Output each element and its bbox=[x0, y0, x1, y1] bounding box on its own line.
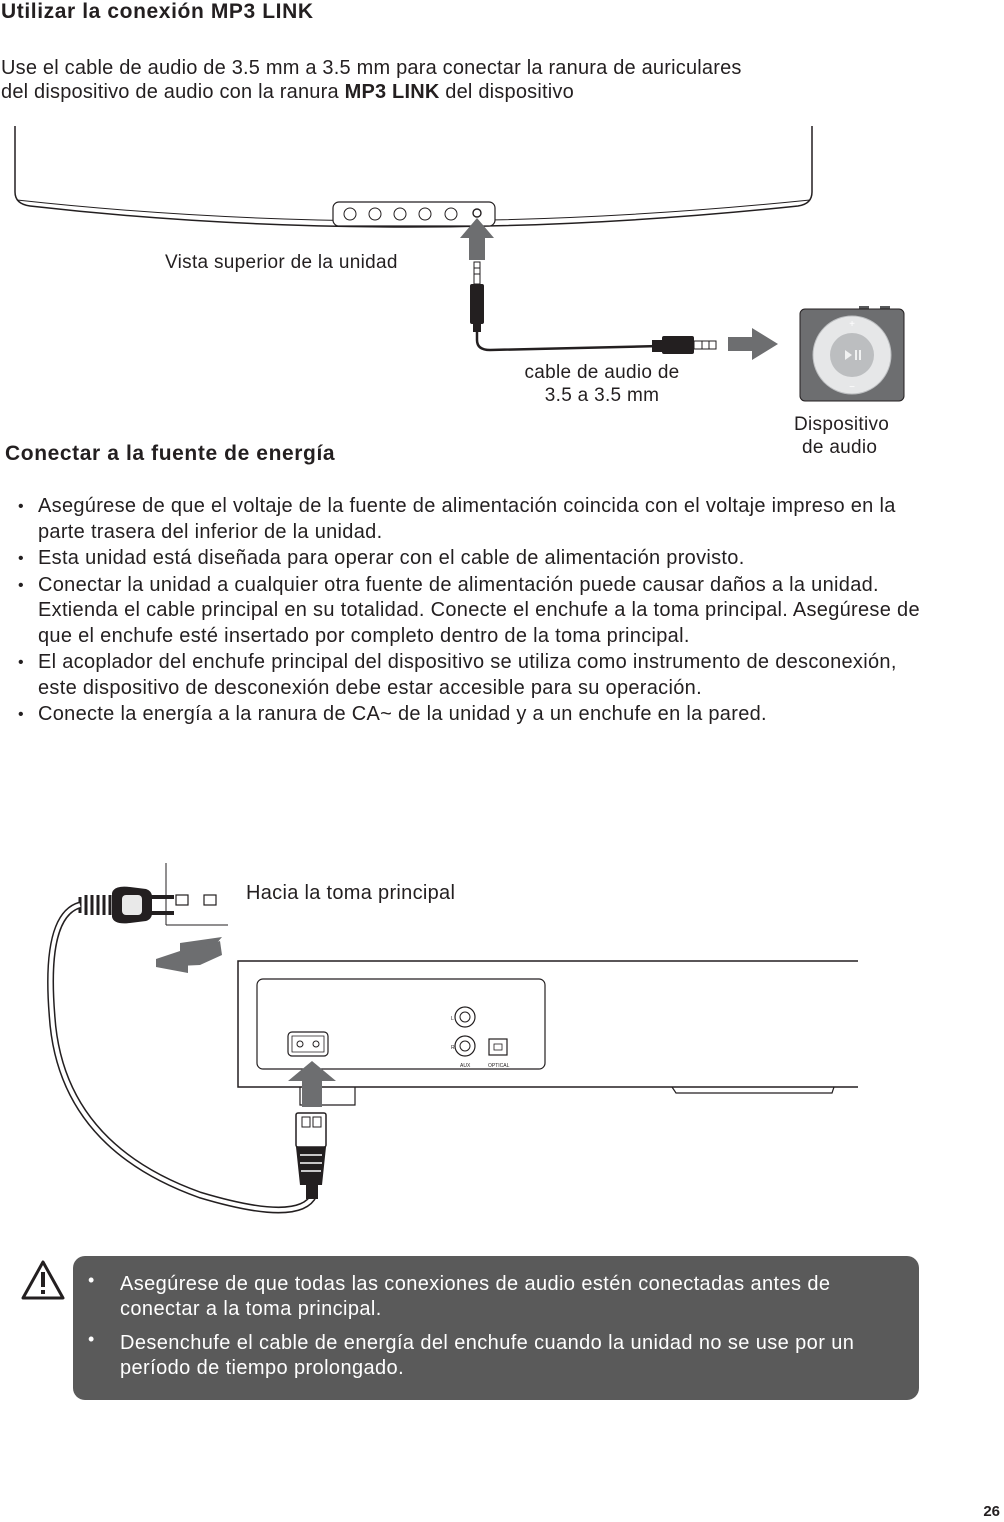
list-item: • El acoplador del enchufe principal del dispositivo se utiliza como instrumento de desconexión, este dispositivo de desconexión debe estar accesible para su operación. bbox=[18, 651, 897, 699]
iec-connector-icon bbox=[296, 1113, 326, 1199]
list-item: • Esta unidad está diseñada para operar con el cable de alimentación provisto. bbox=[18, 547, 745, 569]
label-cable: cable de audio de 3.5 a 3.5 mm bbox=[524, 362, 680, 406]
wall-outlet-illustration bbox=[166, 863, 228, 925]
audio-player-icon bbox=[800, 306, 904, 401]
rear-label-left: L bbox=[451, 1016, 454, 1022]
right-arrow-icon bbox=[728, 328, 778, 360]
list-item: • Conecte la energía a la ranura de CA~ de la unidad y a un enchufe en la pared. bbox=[18, 703, 767, 725]
rear-label-optical: OPTICAL bbox=[488, 1063, 510, 1069]
section-title-power: Conectar a la fuente de energía bbox=[5, 442, 336, 465]
mp3-link-emphasis: MP3 LINK bbox=[344, 81, 440, 103]
mp3-intro-line-1: Use el cable de audio de 3.5 mm a 3.5 mm para conectar la ranura de auriculares bbox=[1, 57, 742, 79]
page-number: 26 bbox=[983, 1503, 1000, 1520]
audio-cable bbox=[477, 332, 660, 350]
power-connection-diagram bbox=[0, 855, 1004, 1235]
mp3-intro-text bbox=[1, 56, 991, 104]
label-top-view: Vista superior de la unidad bbox=[165, 252, 398, 273]
list-item: • Asegúrese de que el voltaje de la fuente de alimentación coincida con el voltaje impreso en la parte trasera del inferior de la unidad. bbox=[18, 495, 896, 543]
vertical-audio-jack bbox=[470, 262, 484, 332]
horizontal-audio-jack bbox=[652, 336, 716, 354]
unit-top-view-illustration bbox=[15, 126, 812, 227]
label-audio-device: Dispositivo de audio bbox=[794, 414, 890, 458]
unit-rear-panel-illustration bbox=[238, 961, 858, 1105]
power-plug-icon bbox=[80, 887, 174, 924]
svg-text:−: − bbox=[849, 382, 855, 393]
section-title-mp3-link: Utilizar la conexión MP3 LINK bbox=[1, 0, 314, 23]
rear-label-right: R bbox=[451, 1045, 455, 1051]
warning-triangle-icon bbox=[20, 1259, 66, 1301]
label-to-outlet: Hacia la toma principal bbox=[246, 882, 456, 904]
warning-item: • Desenchufe el cable de energía del enchufe cuando la unidad no se use por un período de tiempo prolongado. bbox=[88, 1329, 855, 1379]
mp3-link-diagram bbox=[0, 120, 1004, 410]
warning-box bbox=[73, 1256, 919, 1400]
svg-text:+: + bbox=[849, 319, 855, 330]
rear-label-aux: AUX bbox=[460, 1063, 471, 1069]
warning-list bbox=[88, 1270, 900, 1381]
list-item: • Conectar la unidad a cualquier otra fuente de alimentación puede causar daños a la unidad. Extienda el cable principal en su totalidad. Conecte el enchufe a la toma principal. Asegúrese de que el enchufe esté insertado por completo dentro de la toma principal. bbox=[18, 573, 920, 647]
warning-item: • Asegúrese de que todas las conexiones de audio estén conectadas antes de conectar a la toma principal. bbox=[88, 1270, 831, 1320]
ac-inlet-arrow-icon bbox=[288, 1061, 336, 1107]
power-instructions-list bbox=[0, 494, 935, 729]
mp3-intro-line-2: del dispositivo de audio con la ranura MP3 LINK del dispositivo bbox=[1, 81, 574, 103]
